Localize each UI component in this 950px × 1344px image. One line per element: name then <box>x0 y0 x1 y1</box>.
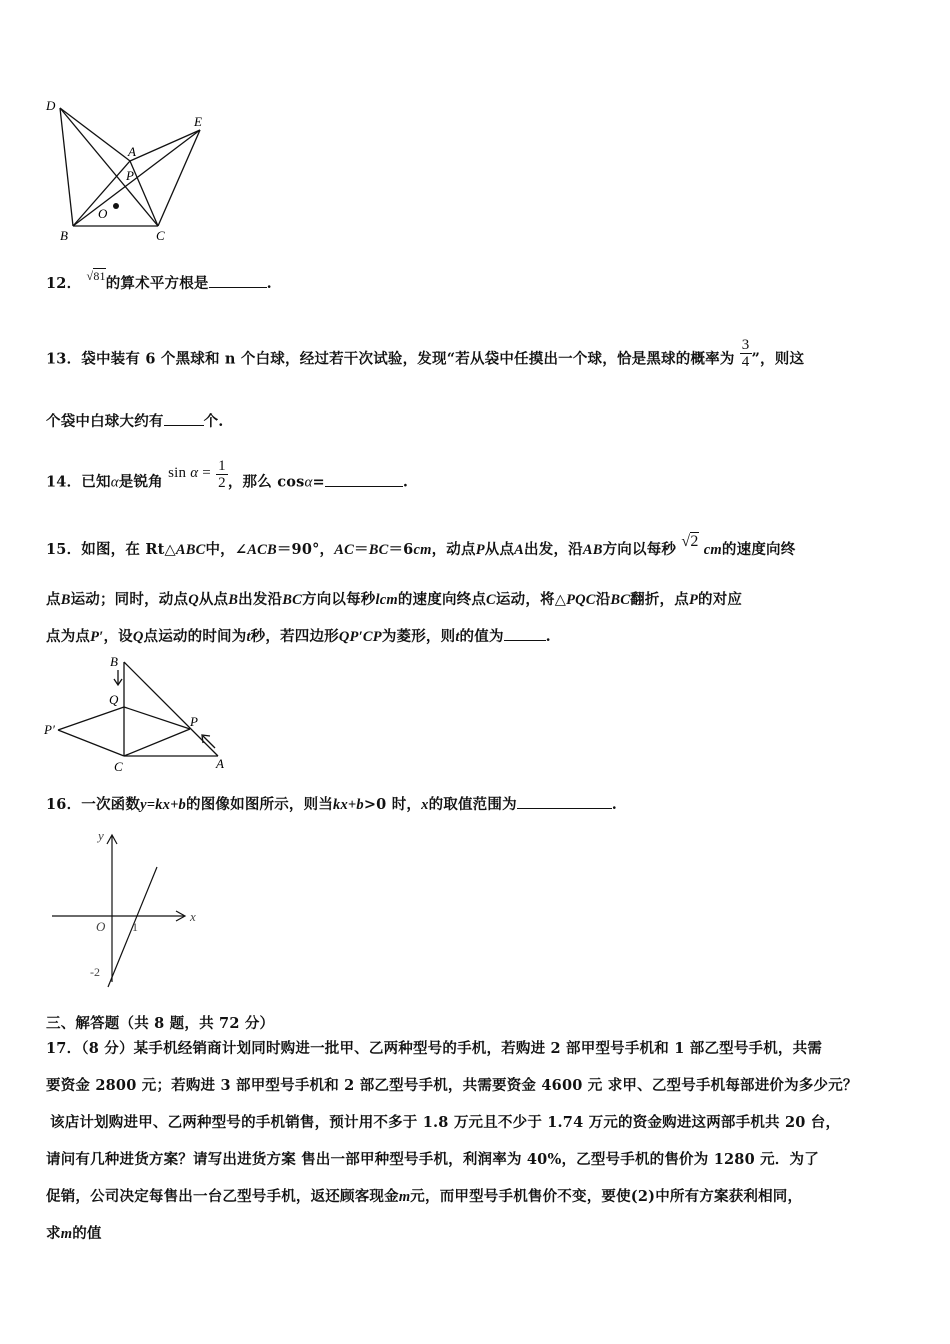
tick-label-neg2: -2 <box>90 965 100 979</box>
math-var: AC <box>334 542 355 558</box>
sqrt-81: √81 <box>86 269 106 283</box>
expression: kx+b <box>333 797 364 813</box>
label-c: C <box>156 228 165 243</box>
question-number: 16． <box>46 796 82 813</box>
origin-label: O <box>96 919 106 934</box>
label-o: O <box>98 206 108 221</box>
point-o-dot <box>113 203 119 209</box>
unit: cm <box>413 542 432 558</box>
math-var: P <box>688 592 699 608</box>
math-var: t <box>246 629 251 645</box>
question-text-end: ”，则这 <box>751 350 805 368</box>
question-16 <box>46 793 617 814</box>
math-var: P′ <box>90 629 104 645</box>
text: 出发，沿 <box>524 541 583 558</box>
label-p-prime: P′ <box>44 722 55 737</box>
question-17-line-3: 该店计划购进甲、乙两种型号的手机销售，预计用不多于 1.8 万元且不少于 1.74 万元的资金购进这两部手机共 20 台， <box>50 1114 841 1131</box>
text: 的图像如图所示，则当 <box>186 796 334 813</box>
fraction-one-half <box>216 458 228 491</box>
text: 从点 <box>198 591 229 608</box>
text: 的对应 <box>698 591 743 608</box>
text: 出发沿 <box>238 591 283 608</box>
text: 的取值范围为 <box>428 796 517 813</box>
period: . <box>545 628 551 645</box>
question-13 <box>46 337 805 376</box>
text: 如图，在 Rt△ <box>81 541 176 558</box>
label-d: D <box>46 98 56 113</box>
text: 运动；同时，动点 <box>70 591 189 608</box>
equals-sign: = <box>202 464 211 481</box>
label-b: B <box>110 654 118 669</box>
math-var: ACB <box>247 542 277 558</box>
text: ＝6 <box>388 541 414 558</box>
math-var: C <box>486 592 496 608</box>
question-text: 个袋中白球大约有 <box>46 413 164 430</box>
label-p: P <box>126 168 134 183</box>
question-17-line-1: 17．（8 分）某手机经销商计划同时购进一批甲、乙两种型号的手机，若购进 2 部甲型号手机和 1 部乙型号手机，共需 <box>46 1040 823 1057</box>
label-q: Q <box>109 692 119 707</box>
math-var: t <box>455 629 460 645</box>
question-text: 已知 <box>81 473 111 491</box>
label-a: A <box>128 144 136 159</box>
sin-label: sin <box>168 464 187 481</box>
math-var: PQC <box>566 592 596 608</box>
sqrt-2: √2 <box>681 533 699 550</box>
axis-label-x: x <box>190 909 196 924</box>
question-15-line-2 <box>46 588 742 609</box>
question-15 <box>46 533 796 559</box>
text: >0 时， <box>363 796 422 813</box>
text: 的速度向终点 <box>397 591 487 608</box>
text: 的速度向终 <box>721 541 796 558</box>
question-text: 袋中装有 6 个黑球和 n 个白球，经过若干次试验，发现“若从袋中任摸出一个球，恰是黑球的概率为 <box>81 350 735 368</box>
text: 运动，将△ <box>495 591 567 608</box>
tick-label-1: 1 <box>132 920 138 934</box>
text: 为菱形，则 <box>381 628 456 645</box>
label-b: B <box>60 228 68 243</box>
math-var: BC <box>282 592 302 608</box>
question-12 <box>46 269 272 293</box>
math-var: QP′CP <box>338 629 382 645</box>
text: ＝90°， <box>276 541 335 558</box>
unit: cm <box>703 542 722 558</box>
question-17-line-2: 要资金 2800 元；若购进 3 部甲型号手机和 2 部乙型号手机，共需要资金 4600 元 求甲、乙型号手机每部进价为多少元？ <box>46 1077 858 1094</box>
text: 从点 <box>484 541 515 558</box>
sin-expression <box>168 465 211 481</box>
text: 沿 <box>595 591 611 608</box>
math-var: AB <box>582 542 603 558</box>
text: ＝ <box>354 541 369 558</box>
text: 方向以每秒 <box>302 591 376 608</box>
text: 元，而甲型号手机售价不变，要使(2)中所有方案获利相同， <box>410 1188 803 1205</box>
question-number: 12． <box>46 275 82 292</box>
text: 中，∠ <box>205 541 248 558</box>
math-var: ABC <box>175 542 206 558</box>
math-var: BC <box>368 542 389 558</box>
math-var: Q <box>188 592 199 608</box>
alpha-symbol: α <box>190 464 199 481</box>
text: 一次函数 <box>81 796 141 813</box>
question-number: 14． <box>46 473 82 491</box>
question-15-line-3 <box>46 625 551 646</box>
math-var: A <box>514 542 525 558</box>
text: ，动点 <box>431 541 476 558</box>
period: . <box>611 796 618 813</box>
math-var: B <box>60 592 71 608</box>
denominator: 4 <box>741 354 750 370</box>
geometry-figure-q11 <box>40 96 220 246</box>
label-p: P <box>190 714 198 729</box>
period: . <box>402 473 409 491</box>
math-var: Q <box>132 629 144 645</box>
question-text: ，那么 cos <box>227 473 305 491</box>
question-17-line-4: 请问有几种进货方案？请写出进货方案 售出一部甲种型号手机，利润率为 40%，乙型号手机的售价为 1280 元．为了 <box>46 1151 819 1168</box>
question-number: 13． <box>46 350 82 368</box>
question-13-line-2 <box>46 410 224 431</box>
rhombus-figure-q15 <box>40 652 240 774</box>
unit: lcm <box>375 592 398 608</box>
answer-blank[interactable] <box>504 628 546 641</box>
numerator: 3 <box>741 337 750 353</box>
question-text-end: 个. <box>203 413 224 430</box>
text: 翻折，点 <box>630 591 689 608</box>
math-var: m <box>398 1189 411 1205</box>
section-3-title: 三、解答题（共 8 题，共 72 分） <box>46 1015 275 1032</box>
equals-sign: = <box>312 473 325 491</box>
answer-blank[interactable] <box>164 413 204 426</box>
math-var: B <box>228 592 239 608</box>
question-text: 是锐角 <box>118 473 163 491</box>
text: 点运动的时间为 <box>143 628 247 645</box>
alpha-symbol: α <box>110 474 119 491</box>
text: 的值 <box>72 1225 102 1242</box>
math-var: P <box>475 542 485 558</box>
answer-blank[interactable] <box>517 796 612 809</box>
text: 的值为 <box>459 628 504 645</box>
text: 点 <box>46 591 61 608</box>
text: 促销，公司决定每售出一台乙型号手机，返还顾客现金 <box>46 1188 399 1205</box>
radicand: 81 <box>93 269 106 283</box>
question-14 <box>46 458 409 499</box>
text: 方向以每秒 <box>602 541 677 558</box>
question-17-line-6 <box>46 1222 102 1243</box>
fraction-three-quarters <box>740 337 752 370</box>
answer-blank[interactable] <box>325 474 403 487</box>
question-number: 15． <box>46 541 82 558</box>
alpha-symbol: α <box>304 474 313 491</box>
math-var: BC <box>610 592 631 608</box>
question-17-line-5 <box>46 1185 802 1206</box>
radicand: 2 <box>690 533 699 550</box>
question-text: 的算术平方根是 <box>105 275 209 292</box>
label-a: A <box>216 756 224 771</box>
period: . <box>266 275 272 292</box>
math-var: m <box>60 1226 73 1242</box>
text: 秒，若四边形 <box>250 628 339 645</box>
equation: y=kx+b <box>140 797 187 813</box>
label-c: C <box>114 759 123 774</box>
answer-blank[interactable] <box>209 275 267 288</box>
label-e: E <box>194 114 202 129</box>
text: 求 <box>46 1225 61 1242</box>
linear-function-graph-q16 <box>44 822 214 992</box>
math-var: x <box>421 797 429 813</box>
text: 点为点 <box>46 628 91 645</box>
axis-label-y: y <box>98 828 104 843</box>
numerator: 1 <box>218 458 226 474</box>
denominator: 2 <box>218 475 226 491</box>
text: ，设 <box>103 628 133 645</box>
